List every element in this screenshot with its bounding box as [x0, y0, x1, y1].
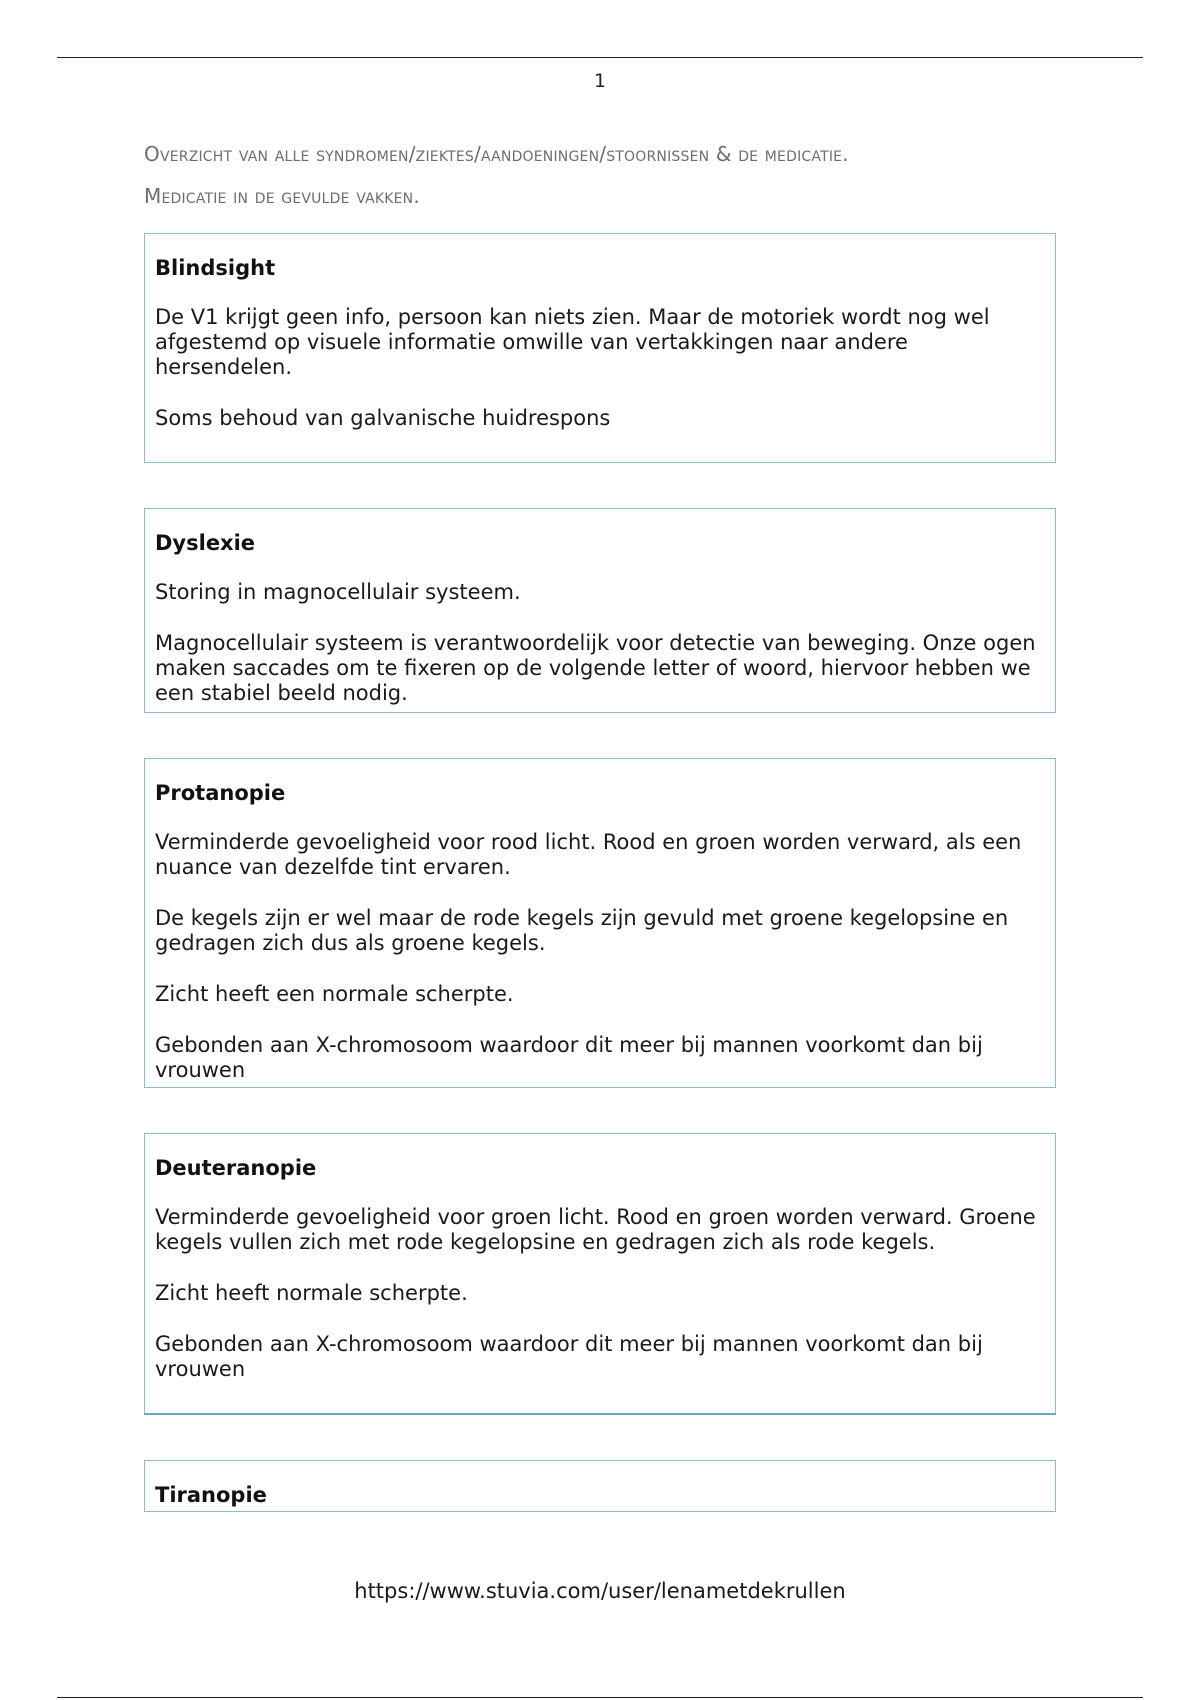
- section-paragraph: Zicht heeft een normale scherpte.: [155, 982, 514, 1006]
- section-box-deuteranopie: [144, 1133, 1056, 1415]
- section-paragraph: Gebonden aan X-chromosoom waardoor dit meer bij mannen voorkomt dan bij vrouwen: [155, 1332, 983, 1381]
- section-paragraph: Verminderde gevoeligheid voor groen licht. Rood en groen worden verward. Groene kegels vullen zich met rode kegelopsine en gedragen zich als rode kegels.: [155, 1205, 1036, 1254]
- document-subtitle: Overzicht van alle syndromen/ziektes/aandoeningen/stoornissen & de medicatie.: [144, 142, 849, 166]
- section-box-protanopie: [144, 758, 1056, 1088]
- section-title: Deuteranopie: [155, 1156, 317, 1180]
- section-paragraph: De V1 krijgt geen info, persoon kan niets zien. Maar de motoriek wordt nog wel afgestemd op visuele informatie omwille van vertakkingen naar andere hersendelen.: [155, 305, 990, 379]
- section-paragraph: Soms behoud van galvanische huidrespons: [155, 406, 611, 430]
- section-paragraph: Verminderde gevoeligheid voor rood licht. Rood en groen worden verward, als een nuance van dezelfde tint ervaren.: [155, 830, 1022, 879]
- section-title: Blindsight: [155, 256, 276, 280]
- section-paragraph: Gebonden aan X-chromosoom waardoor dit meer bij mannen voorkomt dan bij vrouwen: [155, 1033, 983, 1082]
- section-paragraph: Magnocellulair systeem is verantwoordelijk voor detectie van beweging. Onze ogen maken saccades om te fixeren op de volgende letter of woord, hiervoor hebben we een stabiel beeld nodig.: [155, 631, 1036, 705]
- section-box-blindsight: [144, 233, 1056, 463]
- section-paragraph: De kegels zijn er wel maar de rode kegels zijn gevuld met groene kegelopsine en gedragen zich dus als groene kegels.: [155, 906, 1009, 955]
- section-title: Dyslexie: [155, 531, 256, 555]
- page-number: 1: [593, 70, 607, 92]
- section-title: Protanopie: [155, 781, 286, 805]
- footer-url[interactable]: https://www.stuvia.com/user/lenametdekrullen: [354, 1579, 846, 1603]
- section-box-tiranopie: [144, 1460, 1056, 1512]
- section-title: Tiranopie: [155, 1483, 267, 1507]
- top-rule: [57, 57, 1143, 58]
- document-subtitle-note: Medicatie in de gevulde vakken.: [144, 184, 420, 208]
- bottom-rule: [57, 1697, 1143, 1698]
- section-paragraph: Zicht heeft normale scherpte.: [155, 1281, 468, 1305]
- section-paragraph: Storing in magnocellulair systeem.: [155, 580, 521, 604]
- section-box-dyslexie: [144, 508, 1056, 713]
